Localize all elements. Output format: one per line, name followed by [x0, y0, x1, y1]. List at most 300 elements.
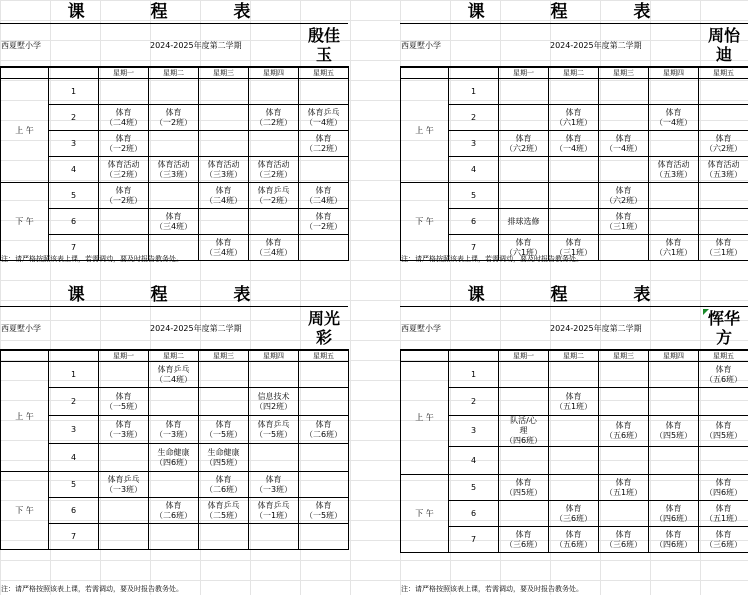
period-number: 2: [49, 105, 99, 131]
class-cell: [249, 524, 299, 550]
period-row: [401, 475, 748, 501]
class-cell: [149, 472, 199, 498]
class-cell: [299, 472, 349, 498]
class-cell: [149, 498, 199, 524]
timetable-title: 课 程 表: [467, 285, 681, 305]
period-number: 7: [449, 527, 499, 553]
class-cell: [599, 388, 649, 416]
cell-line: 体育: [715, 237, 732, 247]
class-cell: [249, 235, 299, 261]
cell-line: （三3班）: [204, 169, 243, 179]
class-cell: [549, 447, 599, 475]
period-row: [1, 131, 349, 157]
cell-line: 体育: [115, 391, 132, 401]
afternoon-label: [401, 183, 449, 261]
day-header: 星期四: [249, 350, 299, 362]
cell-line: （四5班）: [204, 457, 243, 467]
period-row: [1, 472, 349, 498]
period-number: 2: [49, 388, 99, 416]
term-label: 2024-2025年度第二学期: [550, 324, 642, 333]
afternoon-label: [401, 475, 449, 553]
cell-line: （一3班）: [104, 484, 143, 494]
cell-line: （一2班）: [154, 117, 193, 127]
cell-line: 体育: [515, 529, 532, 539]
cell-line: 体育乒乓: [257, 419, 290, 429]
schedule-table: [400, 66, 748, 261]
class-cell: [149, 79, 199, 105]
cell-line: 体育: [665, 107, 682, 117]
cell-line: （四6班）: [504, 436, 543, 445]
cell-line: 体育: [315, 211, 332, 221]
cell-line: （四6班）: [154, 457, 193, 467]
period-number: 3: [49, 131, 99, 157]
cell-line: （三6班）: [604, 539, 643, 549]
term-label: 2024-2025年度第二学期: [550, 41, 642, 50]
cell-line: （二4班）: [304, 195, 343, 205]
class-cell: [99, 472, 149, 498]
class-cell: [549, 416, 599, 447]
cell-line: 下: [15, 505, 24, 515]
cell-line: （一2班）: [104, 143, 143, 153]
cell-line: （一3班）: [154, 429, 193, 439]
morning-label: [401, 362, 449, 475]
class-cell: [599, 527, 649, 553]
day-header: 星期三: [599, 67, 649, 79]
class-cell: [599, 131, 649, 157]
day-header: 星期四: [649, 350, 699, 362]
class-cell: [99, 183, 149, 209]
cell-line: （一5班）: [204, 429, 243, 439]
cell-line: 体育: [515, 237, 532, 247]
cell-line: 体育乒乓: [157, 364, 190, 374]
class-cell: [699, 183, 748, 209]
cell-line: 午: [25, 505, 34, 515]
panel-header: [0, 306, 348, 351]
cell-line: （二6班）: [204, 484, 243, 494]
period-number: 7: [49, 235, 99, 261]
period-number: 6: [449, 501, 499, 527]
cell-line: （五1班）: [704, 513, 743, 523]
class-cell: [649, 79, 699, 105]
school-name: 西夏墅小学: [401, 41, 441, 50]
cell-line: 体育: [665, 237, 682, 247]
class-cell: [199, 444, 249, 472]
day-header-row: [1, 350, 349, 362]
class-cell: [299, 362, 349, 388]
cell-line: （一4班）: [304, 117, 343, 127]
class-cell: [299, 416, 349, 444]
cell-line: （二2班）: [304, 143, 343, 153]
cell-line: 上: [15, 125, 24, 135]
cell-line: 体育: [565, 391, 582, 401]
class-cell: [99, 157, 149, 183]
cell-line: 体育: [715, 477, 732, 487]
cell-line: 体育活动: [707, 159, 740, 169]
cell-line: （一5班）: [304, 510, 343, 520]
class-cell: [699, 235, 748, 261]
class-cell: [149, 209, 199, 235]
class-cell: [299, 131, 349, 157]
class-cell: [599, 209, 649, 235]
period-number: 1: [49, 362, 99, 388]
class-cell: [99, 498, 149, 524]
period-row: [1, 524, 349, 550]
term-label: 2024-2025年度第二学期: [150, 324, 242, 333]
cell-line: （三4班）: [254, 247, 293, 257]
cell-line: （三6班）: [554, 513, 593, 523]
day-header: 星期一: [499, 67, 549, 79]
cell-line: （一3班）: [104, 429, 143, 439]
class-cell: [149, 524, 199, 550]
cell-line: （五3班）: [704, 169, 743, 179]
cell-line: （一4班）: [654, 117, 693, 127]
cell-line: （三6班）: [704, 539, 743, 549]
period-row: [1, 105, 349, 131]
class-cell: [699, 527, 748, 553]
corner-cell: [401, 350, 449, 362]
timetable-title: 课 程 表: [67, 2, 281, 22]
cell-line: （四6班）: [654, 539, 693, 549]
cell-line: （六1班）: [504, 247, 543, 257]
cell-line: 理: [519, 426, 528, 435]
class-cell: [699, 501, 748, 527]
cell-line: 队活/心: [510, 416, 537, 425]
school-name: 西夏墅小学: [1, 324, 41, 333]
class-cell: [549, 527, 599, 553]
cell-line: 午: [25, 125, 34, 135]
class-cell: [599, 79, 649, 105]
class-cell: [499, 501, 549, 527]
class-cell: [249, 388, 299, 416]
period-number: 3: [449, 131, 499, 157]
cell-line: 体育: [615, 477, 632, 487]
class-cell: [599, 475, 649, 501]
cell-line: （三1班）: [604, 221, 643, 231]
class-cell: [499, 475, 549, 501]
cell-line: （四5班）: [654, 431, 693, 440]
period-row: [401, 105, 748, 131]
period-number: 1: [49, 79, 99, 105]
class-cell: [149, 157, 199, 183]
class-cell: [699, 79, 748, 105]
cell-line: 体育乒乓: [257, 500, 290, 510]
class-cell: [149, 388, 199, 416]
cell-line: 下: [415, 216, 424, 226]
cell-line: （一5班）: [104, 401, 143, 411]
cell-line: （一4班）: [554, 143, 593, 153]
cell-line: 体育: [715, 364, 732, 374]
cell-line: （五6班）: [554, 539, 593, 549]
cell-line: 上: [15, 411, 24, 421]
day-header: 星期三: [199, 67, 249, 79]
class-cell: [499, 527, 549, 553]
class-cell: [299, 524, 349, 550]
cell-line: 体育活动: [157, 159, 190, 169]
class-cell: [299, 157, 349, 183]
cell-line: （六2班）: [504, 143, 543, 153]
class-cell: [149, 416, 199, 444]
period-number: 5: [449, 475, 499, 501]
morning-label: [1, 79, 49, 183]
class-cell: [249, 79, 299, 105]
class-cell: [649, 105, 699, 131]
day-header: 星期四: [249, 67, 299, 79]
class-cell: [99, 79, 149, 105]
cell-line: （六2班）: [704, 143, 743, 153]
period-head-cell: [49, 350, 99, 362]
day-header: 星期二: [549, 67, 599, 79]
panel-header: [400, 306, 748, 351]
class-cell: [499, 105, 549, 131]
cell-line: 体育: [315, 133, 332, 143]
class-cell: [299, 498, 349, 524]
class-cell: [99, 209, 149, 235]
class-cell: [549, 209, 599, 235]
class-cell: [499, 388, 549, 416]
class-cell: [299, 183, 349, 209]
period-row: [401, 157, 748, 183]
afternoon-label: [1, 472, 49, 550]
class-cell: [649, 475, 699, 501]
class-cell: [649, 131, 699, 157]
cell-line: 体育活动: [207, 159, 240, 169]
cell-line: 体育: [315, 185, 332, 195]
class-cell: [599, 416, 649, 447]
corner-cell: [1, 350, 49, 362]
period-row: [401, 447, 748, 475]
cell-line: 上: [415, 125, 424, 135]
cell-line: （五6班）: [604, 431, 643, 440]
class-cell: [699, 416, 748, 447]
cell-line: 体育: [315, 500, 332, 510]
panel-header: [400, 23, 748, 68]
cell-line: （六1班）: [654, 247, 693, 257]
class-cell: [649, 501, 699, 527]
day-header: 星期五: [699, 67, 748, 79]
period-row: [401, 131, 748, 157]
cell-line: 体育活动: [657, 159, 690, 169]
period-number: 4: [49, 444, 99, 472]
cell-line: （五6班）: [704, 374, 743, 384]
school-name: 西夏墅小学: [1, 41, 41, 50]
timetable-panel: [400, 283, 748, 593]
class-cell: [299, 444, 349, 472]
cell-line: 体育: [665, 421, 682, 430]
class-cell: [149, 444, 199, 472]
cell-line: （三2班）: [254, 169, 293, 179]
period-row: [401, 209, 748, 235]
class-cell: [99, 524, 149, 550]
period-number: 4: [449, 447, 499, 475]
cell-line: （三6班）: [504, 539, 543, 549]
cell-line: （三4班）: [154, 221, 193, 231]
cell-line: 体育乒乓: [107, 474, 140, 484]
class-cell: [649, 388, 699, 416]
cell-line: 体育: [565, 237, 582, 247]
cell-line: 上: [415, 413, 424, 422]
cell-line: （四6班）: [654, 513, 693, 523]
cell-line: 下: [15, 216, 24, 226]
period-number: 3: [49, 416, 99, 444]
class-cell: [149, 131, 199, 157]
cell-line: 午: [425, 508, 434, 518]
footer-note: 注：请严格按照该表上课，若需调动，要及时报告教务处。: [1, 255, 183, 263]
cell-line: 体育: [565, 503, 582, 513]
cell-line: 信息技术: [257, 391, 290, 401]
cell-line: 体育: [115, 419, 132, 429]
class-cell: [599, 157, 649, 183]
class-cell: [699, 209, 748, 235]
period-row: [1, 157, 349, 183]
class-cell: [199, 157, 249, 183]
cell-line: （一4班）: [604, 143, 643, 153]
day-header: 星期五: [299, 67, 349, 79]
class-cell: [599, 235, 649, 261]
cell-line: （二6班）: [154, 510, 193, 520]
cell-line: 体育活动: [107, 159, 140, 169]
period-row: [1, 444, 349, 472]
day-header: 星期二: [149, 67, 199, 79]
cell-line: （一2班）: [254, 195, 293, 205]
period-number: 5: [449, 183, 499, 209]
class-cell: [699, 475, 748, 501]
teacher-name: 恽华方: [707, 309, 740, 347]
schedule-table: [0, 349, 349, 550]
cell-line: 体育: [565, 107, 582, 117]
class-cell: [699, 105, 748, 131]
cell-line: 体育: [265, 474, 282, 484]
cell-line: （五1班）: [604, 487, 643, 497]
period-row: [1, 362, 349, 388]
period-number: 5: [49, 183, 99, 209]
timetable-panel: [0, 0, 348, 297]
cell-line: 午: [25, 411, 34, 421]
class-cell: [299, 388, 349, 416]
class-cell: [199, 209, 249, 235]
class-cell: [549, 105, 599, 131]
cell-line: 体育乒乓: [257, 185, 290, 195]
cell-line: （五1班）: [554, 401, 593, 411]
footer-note: 注：请严格按照该表上课，若需调动，要及时报告教务处。: [401, 255, 583, 263]
class-cell: [249, 472, 299, 498]
cell-line: 体育: [165, 419, 182, 429]
class-cell: [299, 105, 349, 131]
class-cell: [649, 183, 699, 209]
cell-line: 体育: [215, 474, 232, 484]
cell-line: 体育: [115, 133, 132, 143]
day-header-row: [401, 67, 748, 79]
corner-cell: [1, 67, 49, 79]
cell-line: 排球选修: [507, 216, 540, 226]
cell-line: 体育: [515, 133, 532, 143]
cell-line: 体育: [715, 133, 732, 143]
period-row: [401, 416, 748, 447]
cell-line: 体育: [715, 503, 732, 513]
cell-line: 体育: [165, 211, 182, 221]
cell-line: 体育: [665, 503, 682, 513]
period-head-cell: [449, 350, 499, 362]
class-cell: [699, 362, 748, 388]
cell-line: 体育乒乓: [207, 500, 240, 510]
school-name: 西夏墅小学: [401, 324, 441, 333]
class-cell: [199, 524, 249, 550]
cell-line: （六1班）: [554, 117, 593, 127]
cell-line: （二4班）: [154, 374, 193, 384]
cell-line: 生命健康: [207, 447, 240, 457]
cell-line: （二5班）: [204, 510, 243, 520]
period-number: 4: [49, 157, 99, 183]
cell-line: 体育: [615, 211, 632, 221]
term-label: 2024-2025年度第二学期: [150, 41, 242, 50]
cell-line: 体育: [565, 529, 582, 539]
cell-line: 体育: [215, 185, 232, 195]
cell-line: （四2班）: [254, 401, 293, 411]
period-row: [401, 501, 748, 527]
class-cell: [549, 157, 599, 183]
period-number: 2: [449, 388, 499, 416]
period-row: [401, 527, 748, 553]
cell-line: （一5班）: [254, 429, 293, 439]
cell-line: 体育: [715, 529, 732, 539]
cell-line: （一2班）: [104, 195, 143, 205]
cell-line: 体育: [715, 421, 732, 430]
cell-line: （一3班）: [254, 484, 293, 494]
period-row: [1, 416, 349, 444]
day-header: 星期一: [99, 67, 149, 79]
cell-line: 体育活动: [257, 159, 290, 169]
cell-line: （一1班）: [254, 510, 293, 520]
class-cell: [99, 362, 149, 388]
cell-line: 体育: [265, 107, 282, 117]
class-cell: [249, 157, 299, 183]
cell-line: （三4班）: [204, 247, 243, 257]
timetable-panel: [400, 0, 748, 297]
cell-line: 体育: [165, 500, 182, 510]
class-cell: [649, 416, 699, 447]
class-cell: [499, 79, 549, 105]
class-cell: [199, 416, 249, 444]
period-number: 6: [49, 209, 99, 235]
cell-line: 体育: [615, 421, 632, 430]
corner-cell: [401, 67, 449, 79]
period-number: 6: [449, 209, 499, 235]
cell-line: 体育乒乓: [307, 107, 340, 117]
class-cell: [199, 235, 249, 261]
period-number: 7: [449, 235, 499, 261]
day-header: 星期五: [699, 350, 748, 362]
comment-flag-icon: [703, 309, 709, 315]
class-cell: [199, 362, 249, 388]
class-cell: [499, 416, 549, 447]
class-cell: [299, 79, 349, 105]
class-cell: [249, 444, 299, 472]
class-cell: [699, 157, 748, 183]
period-head-cell: [449, 67, 499, 79]
cell-line: （二4班）: [104, 117, 143, 127]
cell-line: 体育: [615, 529, 632, 539]
period-number: 4: [449, 157, 499, 183]
class-cell: [549, 79, 599, 105]
day-header: 星期五: [299, 350, 349, 362]
period-number: 7: [49, 524, 99, 550]
class-cell: [549, 501, 599, 527]
cell-line: （三2班）: [104, 169, 143, 179]
timetable-title: 课 程 表: [467, 2, 681, 22]
cell-line: 体育: [615, 133, 632, 143]
day-header: 星期三: [599, 350, 649, 362]
class-cell: [699, 131, 748, 157]
class-cell: [249, 209, 299, 235]
